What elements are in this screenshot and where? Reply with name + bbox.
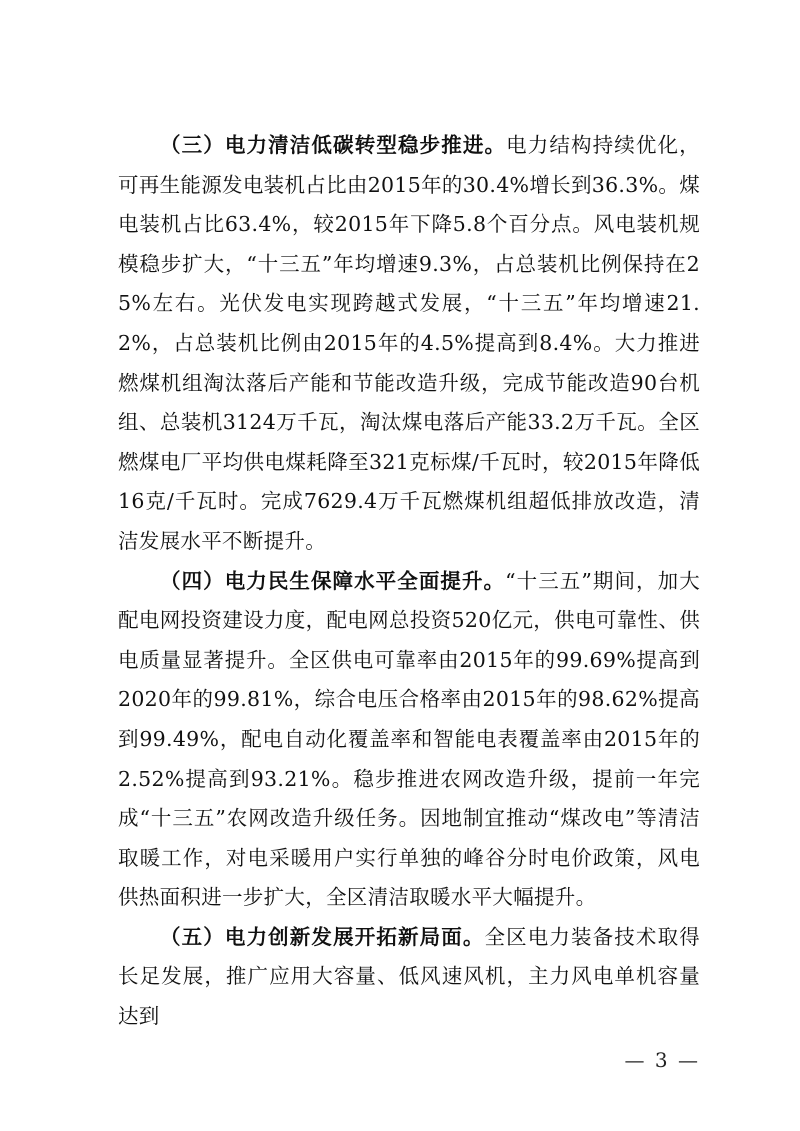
paragraph-text: “十三五”期间，加大配电网投资建设力度，配电网总投资520亿元，供电可靠性、供电质量显著提升。全区供电可靠率由2015年的99.69%提高到2020年的99.81%，综合电压合格率由2015年的98.62%提高到99.49%，配电自动化覆盖率和智能电表覆盖率由2015年的2.52%提高到93.21%。稳步推进农网改造升级，提前一年完成“十三五”农网改造升级任务。因地制宜推动“煤改电”等清洁取暖工作，对电采暖用户实行单独的峰谷分时电价政策，风电供热面积进一步扩大，全区清洁取暖水平大幅提升。	[118, 568, 700, 910]
paragraph-innovation-development	[118, 918, 700, 1037]
paragraph-livelihood-security	[118, 562, 700, 918]
page-number: — 3 —	[624, 1048, 700, 1072]
paragraph-text: 全区电力装备技术取得长足发展，推广应用大容量、低风速风机，主力风电单机容量达到	[118, 924, 700, 1029]
document-body	[118, 126, 700, 1037]
paragraph-heading: （四）电力民生保障水平全面提升。	[160, 568, 506, 593]
paragraph-text: 电力结构持续优化，可再生能源发电装机占比由2015年的30.4%增长到36.3%。煤电装机占比63.4%，较2015年下降5.8个百分点。风电装机规模稳步扩大，“十三五”年均增速9.3%，占总装机比例保持在25%左右。光伏发电实现跨越式发展，“十三五”年均增速21.2%，占总装机比例由2015年的4.5%提高到8.4%。大力推进燃煤机组淘汰落后产能和节能改造升级，完成节能改造90台机组、总装机3124万千瓦，淘汰煤电落后产能33.2万千瓦。全区燃煤电厂平均供电煤耗降至321克标煤/千瓦时，较2015年降低16克/千瓦时。完成7629.4万千瓦燃煤机组超低排放改造，清洁发展水平不断提升。	[118, 133, 700, 553]
paragraph-heading: （五）电力创新发展开拓新局面。	[160, 924, 485, 949]
paragraph-clean-energy-transition	[118, 126, 700, 562]
paragraph-heading: （三）电力清洁低碳转型稳步推进。	[160, 133, 507, 157]
